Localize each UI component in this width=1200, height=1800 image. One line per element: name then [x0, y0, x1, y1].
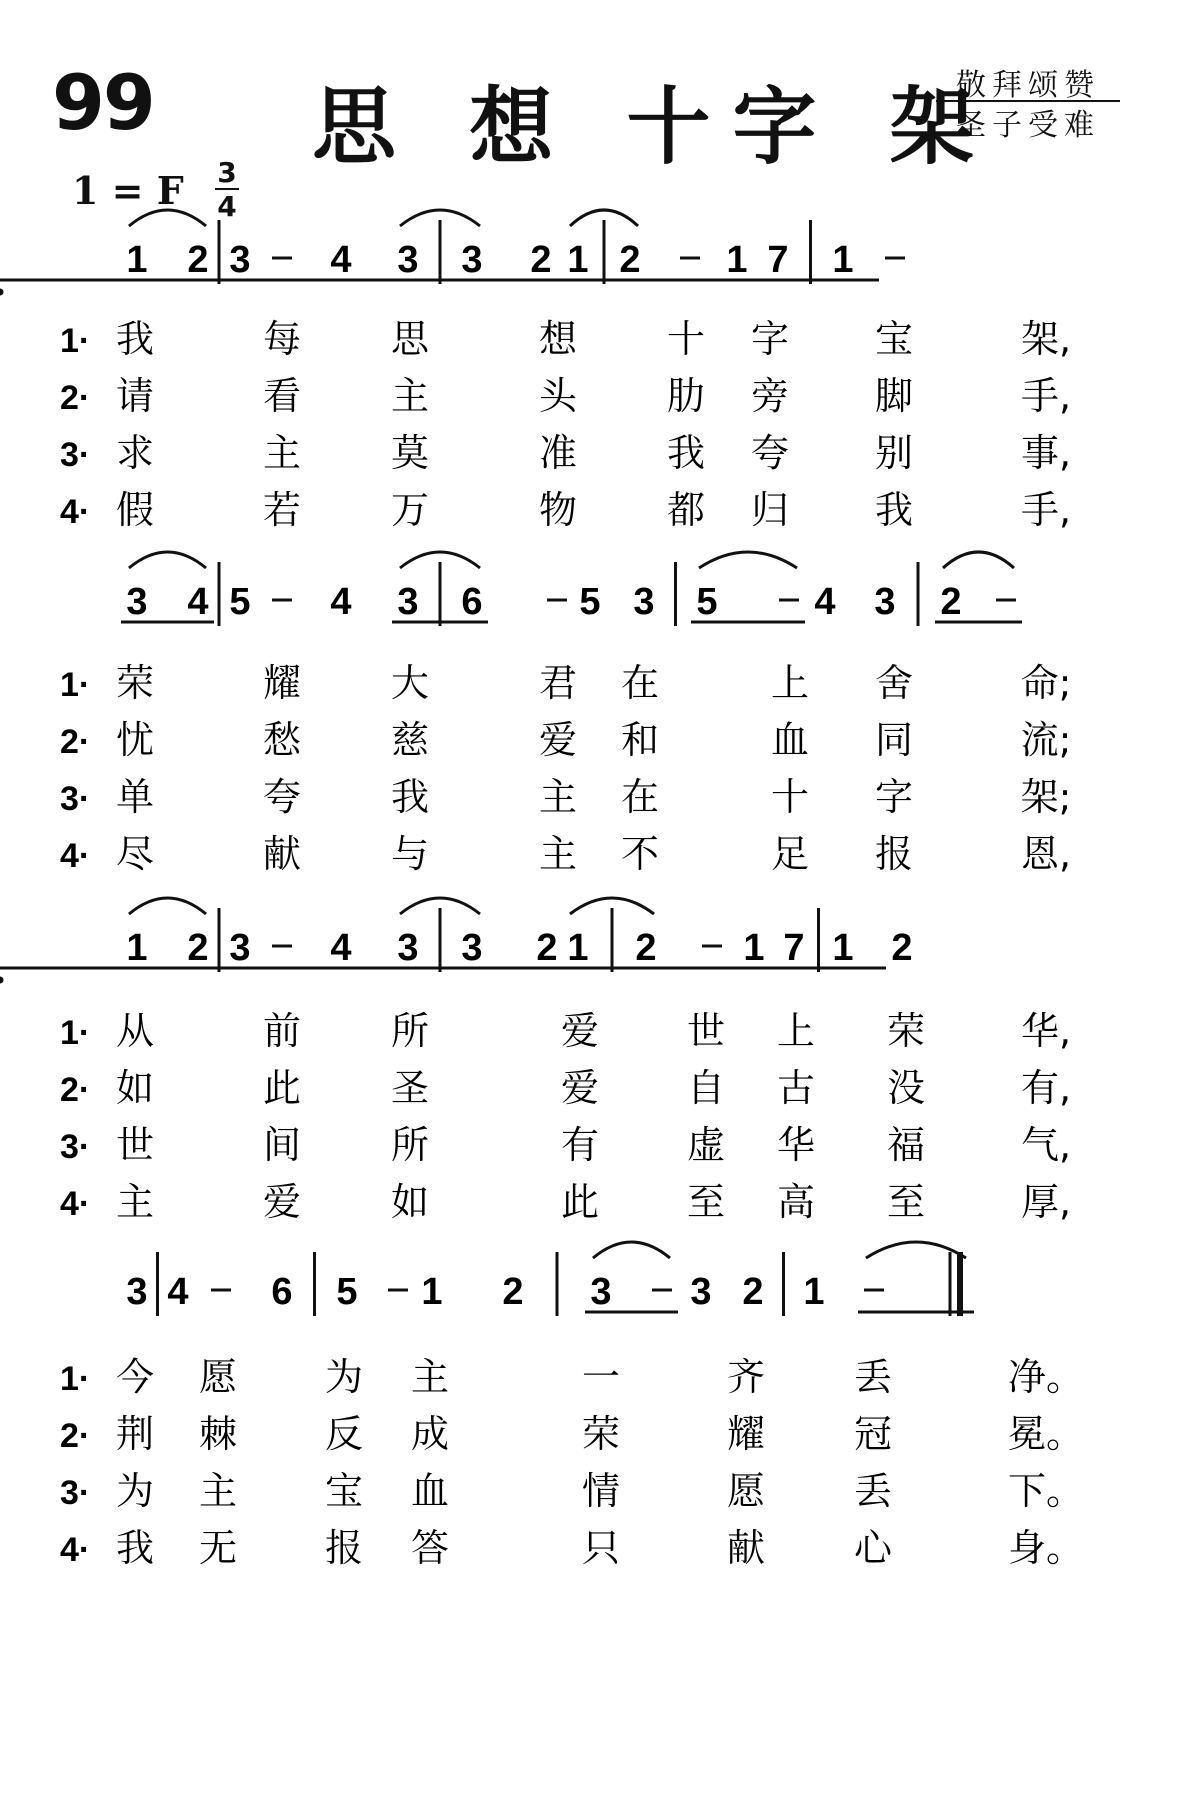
- lyric-syllable: 荣: [581, 1412, 621, 1456]
- lyric-syllable: 想: [538, 317, 578, 361]
- lyric-syllable: 夸: [750, 431, 790, 475]
- note-3: 3: [590, 1271, 612, 1313]
- note-3: 3: [874, 581, 896, 623]
- lyric-syllable: 主: [262, 431, 302, 475]
- lyric-syllable: 夸: [262, 775, 302, 819]
- lyric-syllable: 丢: [853, 1355, 893, 1399]
- lyric-syllable: 所: [390, 1123, 430, 1167]
- lyric-syllable: 所: [390, 1009, 430, 1053]
- note-1: 1: [567, 927, 589, 969]
- lyric-syllable: 与: [390, 832, 430, 876]
- lyric-syllable: 上: [770, 661, 810, 705]
- verse-number: 1·: [60, 1014, 91, 1052]
- note-2: 2: [635, 927, 657, 969]
- note-7: 7: [767, 239, 789, 281]
- lyric-syllable: 上: [776, 1009, 816, 1053]
- verse-number: 4·: [60, 493, 91, 531]
- lyric-syllable: 世: [686, 1009, 726, 1053]
- note-1: 1: [567, 239, 589, 281]
- lyric-syllable: 宝: [874, 317, 914, 361]
- note-2: 2: [742, 1271, 764, 1313]
- lyric-syllable: 无: [198, 1526, 238, 1570]
- lyric-syllable: 每: [262, 317, 302, 361]
- lyric-syllable: 同: [874, 718, 914, 762]
- note-1: 1: [421, 1271, 443, 1313]
- lyric-syllable: 流;: [1020, 718, 1072, 762]
- lyric-syllable: 献: [262, 832, 302, 876]
- lyric-syllable: 冕。: [1007, 1412, 1085, 1456]
- lyric-syllable: 华,: [1020, 1009, 1072, 1053]
- note-3: 3: [229, 927, 251, 969]
- lyric-syllable: 若: [262, 488, 302, 532]
- verse-number: 2·: [60, 1417, 91, 1455]
- lyric-syllable: 献: [726, 1526, 766, 1570]
- note-7: 7: [783, 927, 805, 969]
- lyric-syllable: 从: [115, 1009, 155, 1053]
- lyric-syllable: 至: [886, 1180, 926, 1224]
- verse-number: 1·: [60, 666, 91, 704]
- lyric-syllable: 此: [262, 1066, 302, 1110]
- lyric-syllable: 旁: [750, 374, 790, 418]
- note-2: 2: [502, 1271, 524, 1313]
- lyric-syllable: 耀: [726, 1412, 766, 1456]
- lyric-syllable: 血: [410, 1469, 450, 1513]
- lyric-syllable: 事,: [1020, 431, 1072, 475]
- lyric-syllable: 圣: [390, 1066, 430, 1110]
- lyric-syllable: 求: [115, 431, 155, 475]
- note-2: 2: [536, 927, 558, 969]
- lyric-syllable: 高: [776, 1180, 816, 1224]
- lyric-syllable: 忧: [115, 718, 155, 762]
- lyric-syllable: 足: [770, 832, 810, 876]
- lyric-syllable: 字: [874, 775, 914, 819]
- lyric-syllable: 在: [620, 775, 660, 819]
- verse-number: 1·: [60, 1360, 91, 1398]
- hymn-number: 99: [52, 58, 154, 147]
- lyric-syllable: 手,: [1020, 488, 1072, 532]
- lyric-syllable: 齐: [726, 1355, 766, 1399]
- note-1: 1: [832, 927, 854, 969]
- lyric-syllable: 主: [538, 775, 578, 819]
- lyric-syllable: 答: [410, 1526, 450, 1570]
- lyric-syllable: 假: [115, 488, 155, 532]
- note-4: 4: [330, 239, 352, 281]
- lyric-syllable: 有: [560, 1123, 600, 1167]
- note-2: 2: [940, 581, 962, 623]
- lyric-syllable: 肋: [666, 374, 706, 418]
- lyric-syllable: 今: [115, 1355, 155, 1399]
- note-2: 2: [187, 239, 209, 281]
- slur-arc: [129, 898, 206, 914]
- lyric-syllable: 至: [686, 1180, 726, 1224]
- lyric-syllable: 爱: [560, 1009, 600, 1053]
- lyric-syllable: 血: [770, 718, 810, 762]
- lyric-syllable: 请: [115, 374, 155, 418]
- lyric-syllable: 厚,: [1020, 1180, 1072, 1224]
- verse-number: 2·: [60, 379, 91, 417]
- lyric-syllable: 大: [390, 661, 430, 705]
- lyric-syllable: 福: [886, 1123, 926, 1167]
- note-1: 1: [803, 1271, 825, 1313]
- lyric-syllable: 我: [115, 1526, 155, 1570]
- verse-number: 1·: [60, 322, 91, 360]
- note-3: 3: [633, 581, 655, 623]
- slur-arc: [943, 552, 1014, 568]
- lyric-syllable: 主: [410, 1355, 450, 1399]
- lyric-syllable: 主: [538, 832, 578, 876]
- lyric-syllable: 华: [776, 1123, 816, 1167]
- lyric-syllable: 愿: [726, 1469, 766, 1513]
- note-5: 5: [229, 581, 251, 623]
- lyric-syllable: 爱: [538, 718, 578, 762]
- note-4: 4: [330, 927, 352, 969]
- lyric-syllable: 单: [115, 775, 155, 819]
- lyric-syllable: 下。: [1007, 1469, 1085, 1513]
- lyric-syllable: 别: [874, 431, 914, 475]
- note-2: 2: [619, 239, 641, 281]
- lyric-syllable: 和: [620, 718, 660, 762]
- lyric-syllable: 在: [620, 661, 660, 705]
- verse-number: 4·: [60, 1531, 91, 1569]
- note-3: 3: [397, 581, 419, 623]
- note-4: 4: [814, 581, 836, 623]
- lyric-syllable: 荆: [115, 1412, 155, 1456]
- verse-number: 3·: [60, 1128, 91, 1166]
- lyric-syllable: 反: [324, 1412, 364, 1456]
- lyric-syllable: 主: [390, 374, 430, 418]
- verse-number: 3·: [60, 436, 91, 474]
- lyric-syllable: 头: [538, 374, 578, 418]
- lyric-syllable: 有,: [1020, 1066, 1072, 1110]
- lyric-syllable: 十: [666, 317, 706, 361]
- note-4: 4: [330, 581, 352, 623]
- verse-number: 3·: [60, 1474, 91, 1512]
- lyric-syllable: 命;: [1020, 661, 1072, 705]
- note-5: 5: [336, 1271, 358, 1313]
- lyric-syllable: 我: [115, 317, 155, 361]
- note-4: 4: [167, 1271, 189, 1313]
- verse-number: 4·: [60, 1185, 91, 1223]
- lyric-syllable: 耀: [262, 661, 302, 705]
- lyric-syllable: 净。: [1007, 1355, 1085, 1399]
- note-5: 5: [579, 581, 601, 623]
- lyric-syllable: 脚: [874, 374, 914, 418]
- verse-number: 4·: [60, 837, 91, 875]
- low-octave-dot: [0, 977, 4, 984]
- time-signature-top: 3: [217, 156, 237, 189]
- note-1: 1: [726, 239, 748, 281]
- lyric-syllable: 一: [581, 1355, 621, 1399]
- subcategory-label: 圣子受难: [956, 108, 1100, 143]
- lyric-syllable: 荣: [115, 661, 155, 705]
- lyric-syllable: 准: [538, 431, 578, 475]
- lyric-syllable: 尽: [115, 832, 155, 876]
- category-label: 敬拜颂赞: [956, 68, 1100, 103]
- lyric-syllable: 报: [874, 832, 914, 876]
- slur-arc: [699, 552, 797, 568]
- lyric-syllable: 莫: [390, 431, 430, 475]
- lyric-syllable: 字: [750, 317, 790, 361]
- note-3: 3: [397, 927, 419, 969]
- note-4: 4: [187, 581, 209, 623]
- note-2: 2: [187, 927, 209, 969]
- lyric-syllable: 棘: [198, 1412, 238, 1456]
- note-3: 3: [461, 239, 483, 281]
- lyric-syllable: 报: [324, 1526, 364, 1570]
- lyric-syllable: 荣: [886, 1009, 926, 1053]
- lyric-syllable: 冠: [853, 1412, 893, 1456]
- slur-arc: [129, 552, 206, 568]
- slur-arc: [593, 1242, 670, 1258]
- lyric-syllable: 主: [115, 1180, 155, 1224]
- lyric-syllable: 物: [538, 488, 578, 532]
- lyric-syllable: 自: [686, 1066, 726, 1110]
- lyric-syllable: 如: [390, 1180, 430, 1224]
- lyric-syllable: 只: [581, 1526, 621, 1570]
- lyric-syllable: 主: [198, 1469, 238, 1513]
- lyric-syllable: 万: [390, 488, 430, 532]
- note-3: 3: [690, 1271, 712, 1313]
- note-2: 2: [530, 239, 552, 281]
- note-3: 3: [126, 1271, 148, 1313]
- lyric-syllable: 此: [560, 1180, 600, 1224]
- lyric-syllable: 看: [262, 374, 302, 418]
- time-signature-bottom: 4: [217, 190, 237, 223]
- lyric-syllable: 我: [666, 431, 706, 475]
- lyric-syllable: 宝: [324, 1469, 364, 1513]
- lyric-syllable: 情: [581, 1469, 621, 1513]
- verse-number: 3·: [60, 780, 91, 818]
- lyric-syllable: 为: [115, 1469, 155, 1513]
- verse-number: 2·: [60, 1071, 91, 1109]
- lyric-syllable: 身。: [1007, 1526, 1085, 1570]
- lyric-syllable: 我: [390, 775, 430, 819]
- lyric-syllable: 爱: [560, 1066, 600, 1110]
- note-1: 1: [126, 239, 148, 281]
- lyric-syllable: 归: [750, 488, 790, 532]
- key-signature: 1 = F: [72, 168, 184, 213]
- lyric-syllable: 爱: [262, 1180, 302, 1224]
- note-3: 3: [229, 239, 251, 281]
- note-1: 1: [126, 927, 148, 969]
- slur-arc: [129, 210, 206, 226]
- lyric-syllable: 不: [620, 832, 660, 876]
- note-6: 6: [271, 1271, 293, 1313]
- note-6: 6: [461, 581, 483, 623]
- lyric-syllable: 如: [115, 1066, 155, 1110]
- lyric-syllable: 间: [262, 1123, 302, 1167]
- lyric-syllable: 我: [874, 488, 914, 532]
- note-5: 5: [696, 581, 718, 623]
- lyric-syllable: 思: [390, 317, 430, 361]
- lyric-syllable: 世: [115, 1123, 155, 1167]
- lyric-syllable: 前: [262, 1009, 302, 1053]
- lyric-syllable: 十: [770, 775, 810, 819]
- lyric-syllable: 虚: [686, 1123, 726, 1167]
- lyric-syllable: 架,: [1020, 317, 1072, 361]
- lyric-syllable: 丢: [853, 1469, 893, 1513]
- note-1: 1: [832, 239, 854, 281]
- lyric-syllable: 古: [776, 1066, 816, 1110]
- note-3: 3: [461, 927, 483, 969]
- lyric-syllable: 架;: [1020, 775, 1072, 819]
- lyric-syllable: 心: [853, 1526, 893, 1570]
- lyric-syllable: 恩,: [1020, 832, 1072, 876]
- page-title: 思 想 十字 架: [312, 78, 996, 176]
- verse-number: 2·: [60, 723, 91, 761]
- lyric-syllable: 为: [324, 1355, 364, 1399]
- note-3: 3: [397, 239, 419, 281]
- low-octave-dot: [0, 289, 4, 296]
- note-1: 1: [743, 927, 765, 969]
- lyric-syllable: 舍: [874, 661, 914, 705]
- lyric-syllable: 气,: [1020, 1123, 1072, 1167]
- note-3: 3: [126, 581, 148, 623]
- lyric-syllable: 慈: [390, 718, 430, 762]
- lyric-syllable: 愁: [262, 718, 302, 762]
- lyric-syllable: 君: [538, 661, 578, 705]
- lyric-syllable: 都: [666, 488, 706, 532]
- lyric-syllable: 手,: [1020, 374, 1072, 418]
- note-2: 2: [891, 927, 913, 969]
- lyric-syllable: 成: [410, 1412, 450, 1456]
- lyric-syllable: 愿: [198, 1355, 238, 1399]
- lyric-syllable: 没: [886, 1066, 926, 1110]
